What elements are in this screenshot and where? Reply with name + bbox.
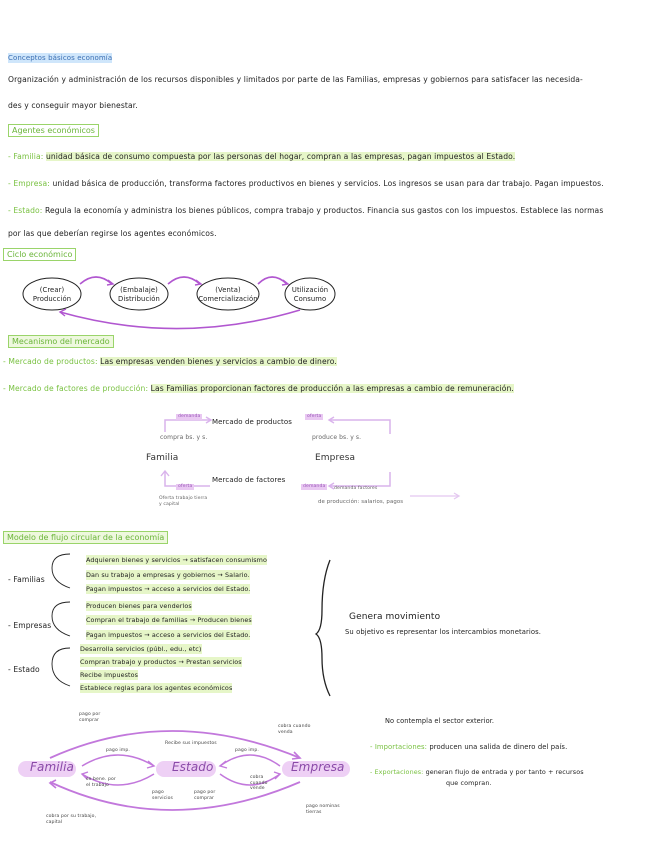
cycle-stage-3 <box>196 286 260 304</box>
flow-familias-label: - Familias <box>8 575 45 584</box>
market-heading: Mecanismo del mercado <box>8 335 114 348</box>
external-note: No contempla el sector exterior. <box>385 717 495 725</box>
flow-estado-item-2: Compran trabajo y productos → Prestan servicios <box>80 658 242 666</box>
exportaciones-text-2: que compran. <box>446 779 492 787</box>
genera-movimiento-text: Su objetivo es representar los intercambios monetarios. <box>345 628 542 636</box>
demanda-tag-bottom: demanda <box>303 484 326 489</box>
external-exportaciones <box>370 767 584 777</box>
flow-estado-item-1: Desarrolla servicios (públ., edu., etc) <box>80 645 202 653</box>
cycle-stage-2 <box>110 286 168 304</box>
definition-line-1: Organización y administración de los recursos disponibles y limitados por parte de las Familias, empresas y gobiernos para satisfacer las necesida- <box>8 75 583 84</box>
oferta-tag-bottom: oferta <box>178 484 193 489</box>
cycle-heading: Ciclo económico <box>3 248 76 261</box>
agent-estado-label: - Estado: <box>8 206 43 215</box>
cycle-stage-4-top: Utilización <box>291 286 329 294</box>
cycle-arrow-1 <box>80 277 112 284</box>
flow-empresas-item-1: Producen bienes para venderlos <box>86 602 192 610</box>
bottom-familia: Familia <box>30 760 75 774</box>
empresa-node: Empresa <box>315 453 356 463</box>
flow-empresas-item-3: Pagan impuestos → acceso a servicios del Estado. <box>86 631 251 639</box>
produce-label: produce bs. y s. <box>312 434 362 441</box>
market-productos-label: - Mercado de productos: <box>3 357 98 366</box>
genera-movimiento-title: Genera movimiento <box>349 612 441 622</box>
agent-familia-text: unidad básica de consumo compuesta por las personas del hogar, compran a las empresas, pagan impuestos al Estado. <box>45 152 516 161</box>
page-title: Conceptos básicos economía <box>8 54 113 62</box>
importaciones-label: - Importaciones: <box>370 743 428 751</box>
agent-empresa-label: - Empresa: <box>8 179 50 188</box>
demanda-tag-top: demanda <box>178 414 201 419</box>
external-importaciones <box>370 742 567 752</box>
market-productos-node: Mercado de productos <box>212 418 292 426</box>
cycle-stage-2-top: (Embalaje) <box>120 286 158 294</box>
cycle-stage-3-bottom: Comercialización <box>198 295 258 303</box>
flow-estado-item-3: Recibe impuestos <box>80 671 139 679</box>
demanda-factores-label: demanda factores <box>334 486 378 491</box>
flow-model-heading: Modelo de flujo circular de la economía <box>3 531 168 544</box>
agents-heading: Agentes económicos <box>8 124 99 137</box>
flow-familias-item-2: Dan su trabajo a empresas y gobiernos → Salario. <box>86 571 250 579</box>
familia-node: Familia <box>146 453 179 463</box>
bottom-empresa: Empresa <box>291 760 345 774</box>
oferta-tag-top: oferta <box>307 414 322 419</box>
importaciones-text: producen una salida de dinero del país. <box>429 743 568 751</box>
definition-line-2: des y conseguir mayor bienestar. <box>8 101 138 110</box>
flow-estado-item-4: Establece reglas para los agentes económicos <box>80 684 233 692</box>
flow-estado-label: - Estado <box>8 665 40 674</box>
label-pago-comprar: pago por comprar <box>79 712 101 723</box>
cycle-stage-1 <box>23 286 81 304</box>
oferta-trabajo-label: Oferta trabajo tierra y capital <box>159 496 208 507</box>
flow-familias-item-1: Adquieren bienes y servicios → satisfacen consumismo <box>86 556 268 564</box>
agent-empresa-text: unidad básica de producción, transforma factores productivos en bienes y servicios. Los ingresos se usan para dar trabajo. Pagan impuestos. <box>52 179 604 188</box>
market-factores <box>3 384 514 394</box>
cycle-stage-4-bottom: Consumo <box>293 295 327 303</box>
agent-estado-text-1: Regula la economía y administra los bienes públicos, compra trabajo y productos. Financia sus gastos con los impuestos. Establece las normas <box>44 206 604 215</box>
cycle-stage-1-top: (Crear) <box>39 286 65 294</box>
agent-familia-label: - Familia: <box>8 152 44 161</box>
label-pago-imp-1: pago imp. <box>106 748 130 753</box>
cycle-return-arrow <box>60 310 300 329</box>
label-cobra-vende: cobra cuando vende <box>250 775 268 791</box>
exportaciones-label: - Exportaciones: <box>370 768 424 776</box>
label-pago-imp-2: pago imp. <box>235 748 259 753</box>
agent-estado-text-2: por las que deberían regirse los agentes económicos. <box>8 229 217 238</box>
market-productos-text: Las empresas venden bienes y servicios a cambio de dinero. <box>100 357 337 366</box>
label-se-beneficia: se bene. por el trabajo <box>86 777 116 788</box>
cycle-stage-4 <box>285 286 335 304</box>
market-factores-node: Mercado de factores <box>212 476 286 484</box>
cycle-stage-2-bottom: Distribución <box>118 295 160 303</box>
label-pago-comprar-2: pago por comprar <box>194 790 216 801</box>
compra-label: compra bs. y s. <box>160 434 208 441</box>
label-pago-nominas: pago nominas tierras <box>306 804 340 815</box>
label-cobra-trabajo: cobra por su trabajo, capital <box>46 814 97 825</box>
market-productos <box>3 357 337 367</box>
market-factores-label: - Mercado de factores de producción: <box>3 384 149 393</box>
cycle-stage-1-bottom: Producción <box>32 295 72 303</box>
label-recibe-impuestos: Recibe sus impuestos <box>165 741 217 746</box>
label-pago-servicios: pago servicios <box>152 790 174 801</box>
agent-estado <box>8 206 603 216</box>
market-factores-text: Las Familias proporcionan factores de producción a las empresas a cambio de remuneración. <box>150 384 514 393</box>
flow-familias-item-3: Pagan impuestos → acceso a servicios del Estado. <box>86 585 251 593</box>
de-produccion-label: de producción: salarios, pagos <box>318 499 404 505</box>
flow-empresas-item-2: Compran el trabajo de familias → Producen bienes <box>86 616 252 624</box>
cycle-arrow-2 <box>168 277 200 284</box>
agent-familia <box>8 152 515 162</box>
label-cobra-vender: cobra cuando venda <box>278 724 311 735</box>
agent-empresa <box>8 179 604 189</box>
flow-empresas-label: - Empresas <box>8 621 52 630</box>
exportaciones-text-1: generan flujo de entrada y por tanto + recursos <box>425 768 584 776</box>
flow-circular-diagram <box>0 700 360 848</box>
cycle-stage-3-top: (Venta) <box>215 286 241 294</box>
bottom-estado: Estado <box>172 760 214 774</box>
